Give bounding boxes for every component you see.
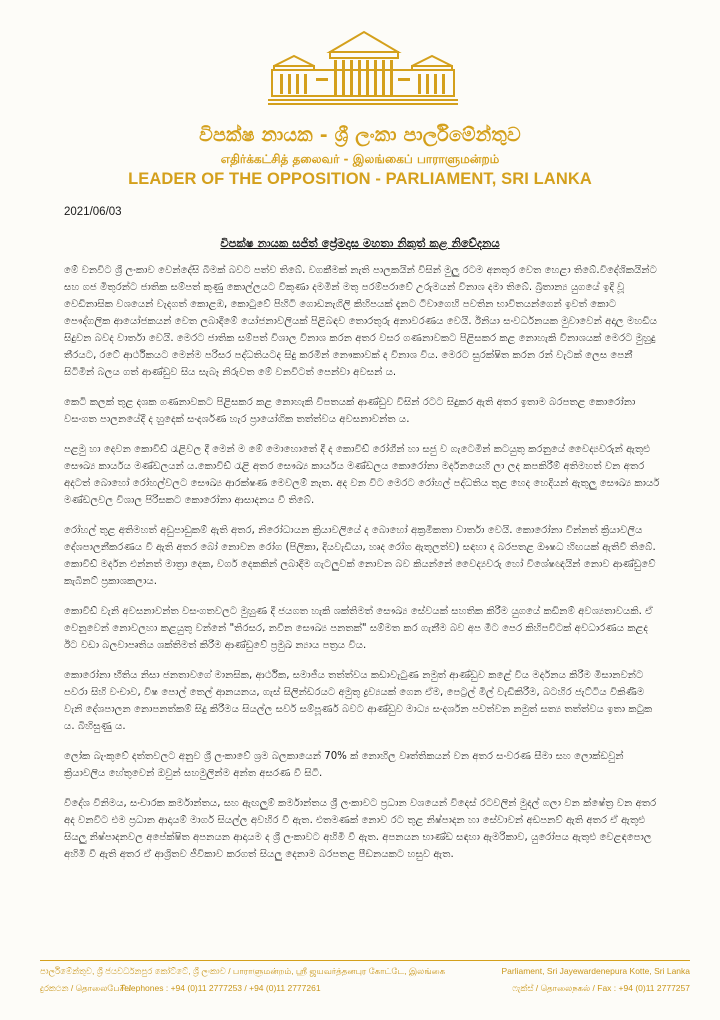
letterhead-title-tamil: எதிர்க்கட்சித் தலைவர் - இலங்கைப் பாராளுமன்றம்	[220, 152, 500, 166]
footer-address: පාර්ලිමේන්තුව, ශ්‍රී ජයවර්ධනපුර කෝට්ටේ, ශ්‍රී ලංකාව / பாராளுமன்றம், ஸ்ரீ ஜயவர்த்தனபுர கோட்டே, இலங்கை Parliament, Sri Jayewardenepura Kotte, Sri Lanka	[40, 966, 690, 976]
paragraph: විදේශ විනිමය, සංචාරක කර්මාන්තය, සහ ඇඟලුම් කර්මාන්තය ශ්‍රී ලංකාවට ප්‍රධාන වශයෙන් විදෙස් රටවලින් මුදල් ගලා වන ක්ෂේත්‍ර වන අතර අද වනවිට එම ප්‍රධාන ආදායම් මාර්ග සියල්ල අවහිර වී ඇත. එතමණක් නොව රට තුළ නිෂ්පාදන හා සේවාවන් අඩපනව් ඇති අතර ඒ ඇතුළු සියලු නිෂ්පාදනවල අපේක්ෂිත අපනයන ආදායම ද ශ්‍රී ලංකාවට අහිමි වී ඇත. අපනයන භාණ්ඩ සඳහා ඇමරිකාව, යුරෝපය ඇතුළු වෙළඳපොල අහිමි වී ඇති අතර ඒ ආශ්‍රිතව ජීවිකාව කරගත් සියලු දෙනාම බරපතළ පීඩනයකට හසුව ඇත.	[64, 798, 657, 860]
letterhead-title-english: LEADER OF THE OPPOSITION - PARLIAMENT, SRI LANKA	[128, 170, 592, 188]
footer-fax-number: +94 (0)11 2777257	[618, 983, 690, 993]
footer-address-english: Parliament, Sri Jayewardenepura Kotte, Sri Lanka	[501, 966, 690, 976]
footer-address-tamil: பாராளுமன்றம், ஸ்ரீ ஜயவர்த்தனபுர கோட்டே, இலங்கை	[232, 966, 446, 976]
footer-phone	[120, 983, 321, 993]
footer-phone-label-local: දුරකථන / தொலைபேசி /	[40, 983, 131, 993]
paragraph: කොරෝනා භීතිය නිසා ජනතාවගේ මානසික, ආර්ථික, සමාජීය තත්ත්වය කඩාවැටුණ නමුත් ආණ්ඩුව කළේ විය මර්දනය කිරීම මිසානවන්ට පවරා සිහි වංචාව, විෂ පොල් තෙල් ආනයනය, ගැස් සිලින්ඩරයට අමුතු ද්‍රව්‍යයක් ගෙන ඒම, පෙට්‍රල් මිල් වැඩිකිරීම, බටහිර ජැට්ටිය විකිණීම වැනි දේශපාලන නොපනත්කම් සිදු කිරීමය සියල්ල සර්ව සම්පූර්ණ බවට ආණ්ඩුව මාධ්‍ය සංදර්ශන පවත්වන නමුත් සත්‍ය තත්ත්වය ඉතා කටුක ය. බිහිසුණු ය.	[64, 670, 653, 732]
footer-contact	[40, 983, 690, 995]
document-title: විපක්ෂ නායක සජිත් ප්‍රේමදාස මහතා නිකුත් කළ නිවේදනය	[220, 236, 500, 250]
document-date: 2021/06/03	[64, 206, 122, 218]
footer-divider	[40, 960, 690, 961]
footer-address-sinhala: පාර්ලිමේන්තුව, ශ්‍රී ජයවර්ධනපුර කෝට්ටේ, ශ්‍රී ලංකාව	[40, 966, 226, 976]
paragraph: මේ වනවිට ශ්‍රී ලංකාව වෙන්දේසි බිමක් බවට පත්ව තිබේ. වගකීමක් නැති පාලකයින් විසින් මුලු රටම අනතුර වෙත හෙළා තිබේ.විදේශිකයින්ට සහ ගජ මිතුරන්ට ජාතික සම්පත් කුණු කොල්ලයට විකුණා දමමින් මතු පරම්පරාවේ උරුමයන් විනාශ දමා තිබේ. බ්‍රිතාන්‍ය යුගයේ ඉදි වූ වෙඩිනාසික වශයෙන් වැදගත් කොළඹ, කොටුවේ පිහිටි ගොඩනැගිලි කිහිපයක් දැනට ටීවාගෙහි පවතින භාවිතයන්ගෙන් ඉවත් කොට පෞද්ගලික ආයෝජකයන් වෙත ලබාදීමේ යෝජනාවලියක් පිළිබඳව තොරතුරු අනාවරණය වෙයි. ඊනියා සංවර්ධනයක මුවාවෙන් අදාල මහඩිය සිදුවන බවද වාර්තා වෙයි. මෙරට ජාතික සම්පත් විශාල විනාශ කරන අතර වසර ගණනාවකට පිළිසකර කළ නොහැකි විනාශයක් මෙරට මුහුදු තීරයට, රටේ ආර්ථිකයට මෙන්ම පරිසර පද්ධතියටද සිදු කරමින් නෞකාවක් ද විනාශ විය. මෙරට සුරක්ෂිත කරන රන් වැටක් ලෙස පෙනී සිටිමින් බලය ගත් ආණ්ඩුව සිය සැබෑ නිරුවත මේ වනවිටත් පෙන්වා අවසන් ය.	[64, 265, 658, 378]
paragraph: රෝහල් තුළ අතිමහත් අඩුපාඩුකම් ඇති අතර, නිරෝධායන ක්‍රියාවලියේ ද බොහෝ අක්‍රමිකතා වාර්තා වෙයි. කොරෝනා වින්නත් ක්‍රියාවලිය දේශපාලනීකරණය වී ඇති අතර බෝ නොවන රෝග (පිලිකා, දියවැඩියා, හෘද රෝග ඇතුලත්ව) සඳහා ද බරපතළ ඖෂධ හිඟයක් ඇතිවී තිබේ. කොවිඩ් මර්දන එන්නත් මාත්‍රා දෙක, වර්ග දෙකකින් ලබාදීම ගැටලුවක් නොවන බව කියන්නේ වෛද්‍යවරු හෝ විශේෂඥයින් නොව ආණ්ඩුවේ කැබිනට් ප්‍රකාශකලාය.	[64, 525, 656, 587]
letterhead-title-sinhala: විපක්ෂ නායක - ශ්‍රී ලංකා පාර්ලිමේන්තුව	[199, 124, 521, 146]
paragraph: පළමු හා දෙවන කොවිඩ් රැළිවල දී මෙන් ම මේ මොහොතේ දී ද කොවිඩ් රෝගීන් හා සජු ව ගැටෙමින් කටයුතු කරනුයේ වෛද්‍යවරුන් ඇතුළු සෞඛ්‍ය කාර්යය මණ්ඩලයන් ය.කොවිඩ් රැළි අතර සෞඛ්‍ය කාර්යය මණ්ඩලය කොරෝනා මර්දනයෙහි ලා ලද කපකිරීම් අතිමහත් වන අතර අදටත් බොහෝ රෝහල්වලට සෞඛ්‍ය ආරක්ෂණ මෙවලම් නැත. අද වන විට මෙරට රෝහල් පද්ධතිය තුළ හෙද හෙදියන් ඇතුලු සෞඛ්‍ය කාර්ය මණ්ඩලවල විශාල පිරිසකට කොරෝනා ආසාදනය වී තිබේ.	[64, 444, 660, 506]
footer-fax	[512, 983, 690, 995]
document-body	[64, 262, 664, 876]
footer-fax-label-local: ෆැක්ස් / தொலைநகல் /	[512, 983, 595, 993]
footer-phone-numbers: +94 (0)11 2777253 / +94 (0)11 2777261	[170, 983, 321, 993]
paragraph: කෙටි කලක් තුළ දශක ගණනාවකට පිළිසකර කළ නොහැකි විපතයක් ආණ්ඩුව විසින් රටට සිදුකර ඇති අතර ඉතාම බරපතළ කොරෝනා වසංගත පාලනයේදී ද හුදෙක් සංදර්ශණ හැර ප්‍රායෝගික තත්ත්වය අවසනාවන්ත ය.	[64, 397, 636, 425]
paragraph: කොවිඩ් වැනි අවසනාවන්ත වසංගතවලට මුහුණ දී ජයගත හැකි ශක්තිමත් සෞඛ්‍ය සේවයක් සහතික කිරීම යුගයේ කඩිනම් අවශ්‍යතාවයකි. ඒ වෙනුවෙන් නොවලහා කළයුතු වන්නේ "තිරසර, නවීන සෞඛ්‍ය පනතක්" සම්මත කර ගැනීම බව අප මීට පෙර කිහිපවිටක් අවධාරණය කළද ඊට වඩා බලවාපෘතිය ශක්තිමත් කිරීම ආණ්ඩුවේ ප්‍රමුඛ න්‍යාය පත්‍රය විය.	[64, 606, 653, 651]
paragraph: ලෝක බැංකුවේ දත්තවලට අනුව ශ්‍රී ලංකාවේ ශ්‍රම බලකායෙන් 70% ක් නොහිල වෘත්තිකයන් වන අතර සංවරණ සීමා සහ ලොක්ඩවුන් ක්‍රියාවලිය හේතුවෙන් ඔවුන් සහමුලින්ම අන්ත අසරණ වී සිටී.	[64, 751, 624, 779]
footer-phone-label: Telephones :	[120, 983, 169, 993]
footer-fax-label: Fax :	[597, 983, 617, 993]
parliament-building-icon	[268, 28, 458, 106]
